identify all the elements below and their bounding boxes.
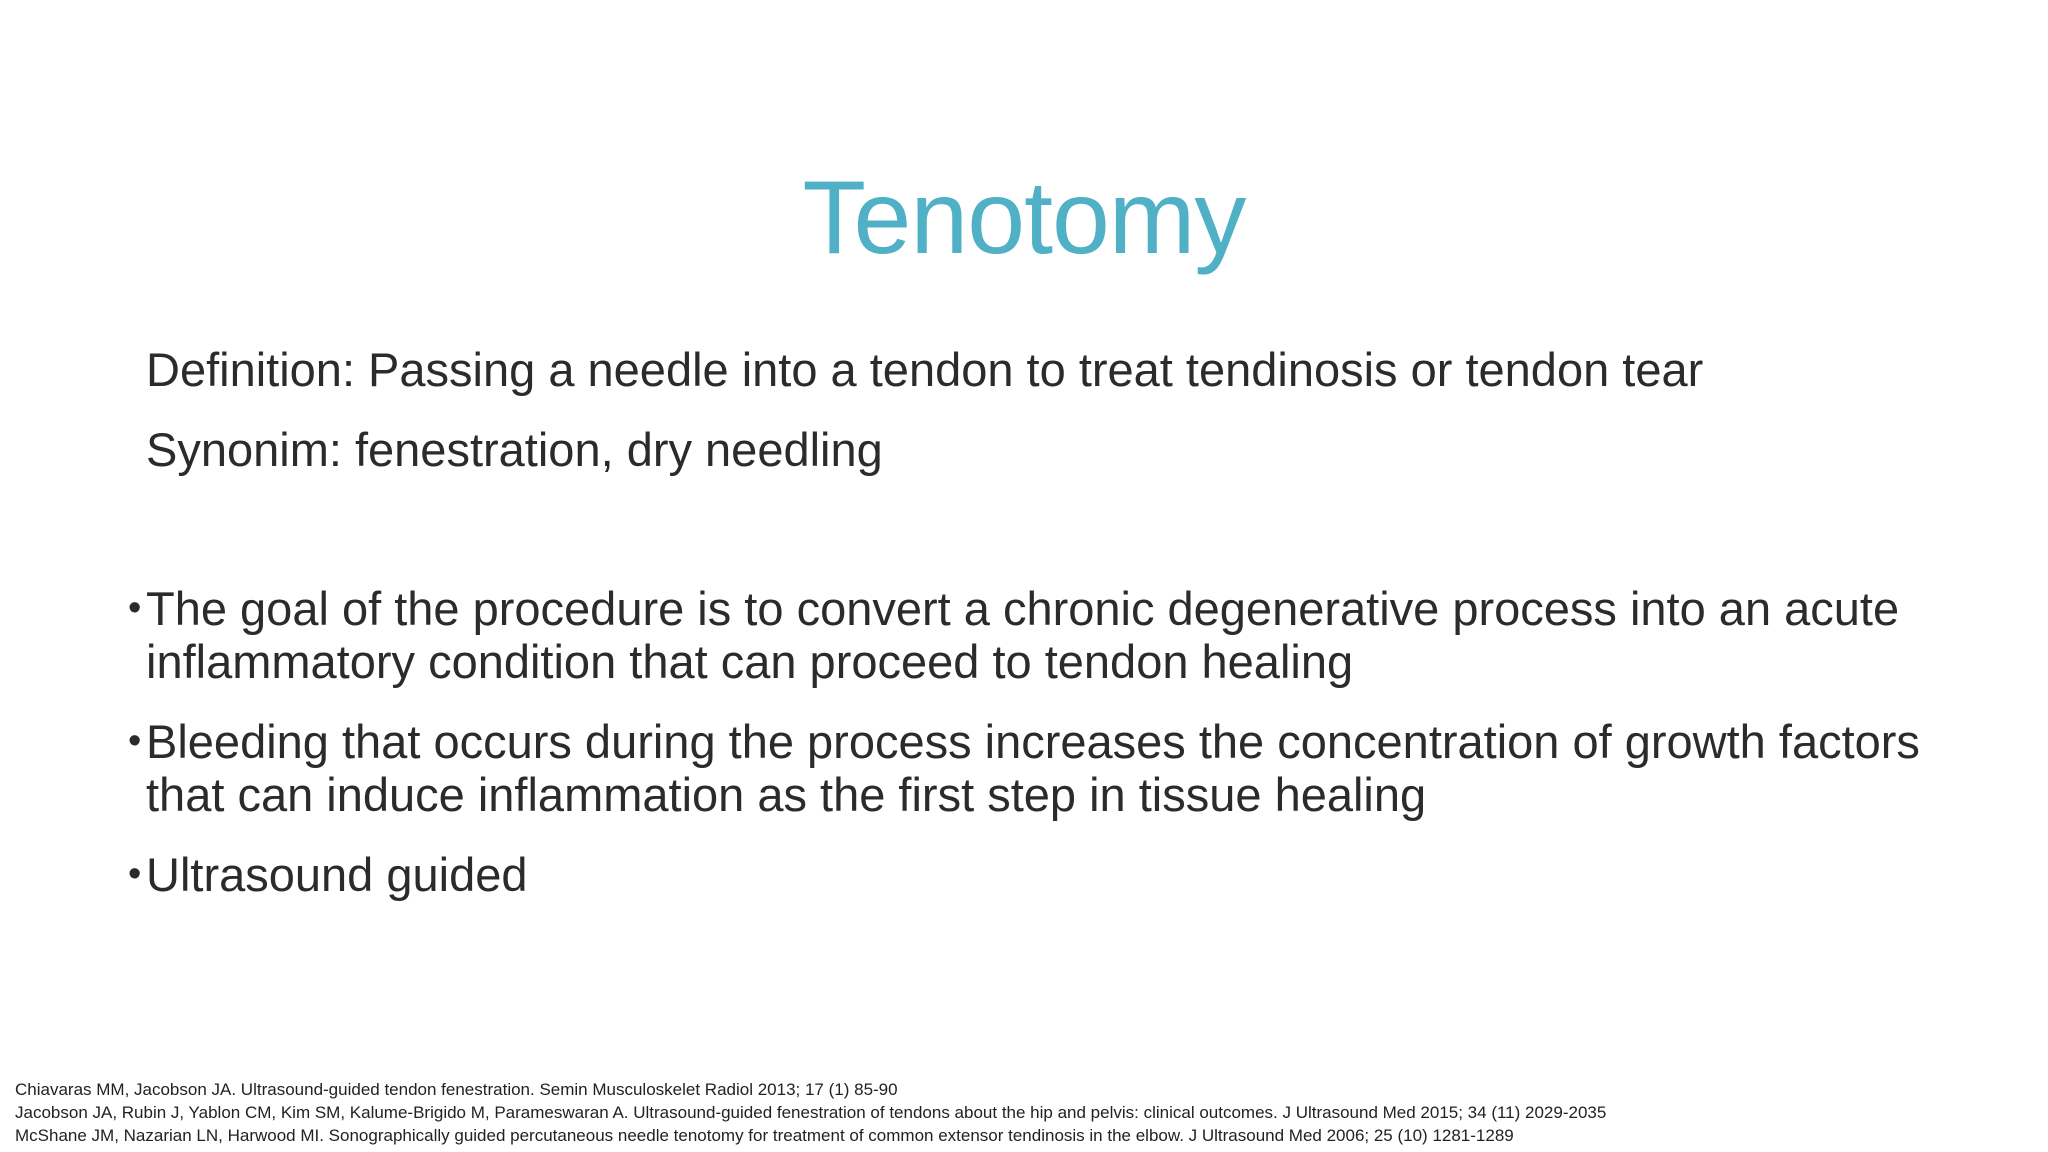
definition-text: Definition: Passing a needle into a tendon to treat tendinosis or tendon tear <box>146 343 1704 396</box>
bullet-marker: • <box>128 853 142 895</box>
slide-title: Tenotomy <box>802 160 1246 276</box>
bullet-item-ultrasound <box>128 848 1968 901</box>
bullet-marker: • <box>128 720 142 762</box>
reference-item: McShane JM, Nazarian LN, Harwood MI. Sonographically guided percutaneous needle tenotomy for treatment of common extensor tendinosis in the elbow. J Ultrasound Med 2006; 25 (10) 1281-1289 <box>15 1126 1514 1145</box>
synonym-text: Synonim: fenestration, dry needling <box>146 423 883 476</box>
reference-item: Chiavaras MM, Jacobson JA. Ultrasound-guided tendon fenestration. Semin Musculoskelet Radiol 2013; 17 (1) 85-90 <box>15 1080 898 1099</box>
bullet-text: Bleeding that occurs during the process increases the concentration of growth factors that can induce inflammation as the first step in tissue healing <box>146 715 1920 821</box>
references <box>15 1078 2035 1147</box>
bullet-list <box>128 582 1968 928</box>
bullet-marker: • <box>128 587 142 629</box>
bullet-item-bleeding <box>128 715 1968 821</box>
bullet-item-goal <box>128 582 1968 688</box>
reference-item: Jacobson JA, Rubin J, Yablon CM, Kim SM, Kalume-Brigido M, Parameswaran A. Ultrasound-guided fenestration of tendons about the hip and pelvis: clinical outcomes. J Ultrasound Med 2015; 34 (11) 2029-2035 <box>15 1103 1607 1122</box>
bullet-text: The goal of the procedure is to convert a chronic degenerative process into an acute inflammatory condition that can proceed to tendon healing <box>146 582 1900 688</box>
bullet-text: Ultrasound guided <box>146 848 528 901</box>
